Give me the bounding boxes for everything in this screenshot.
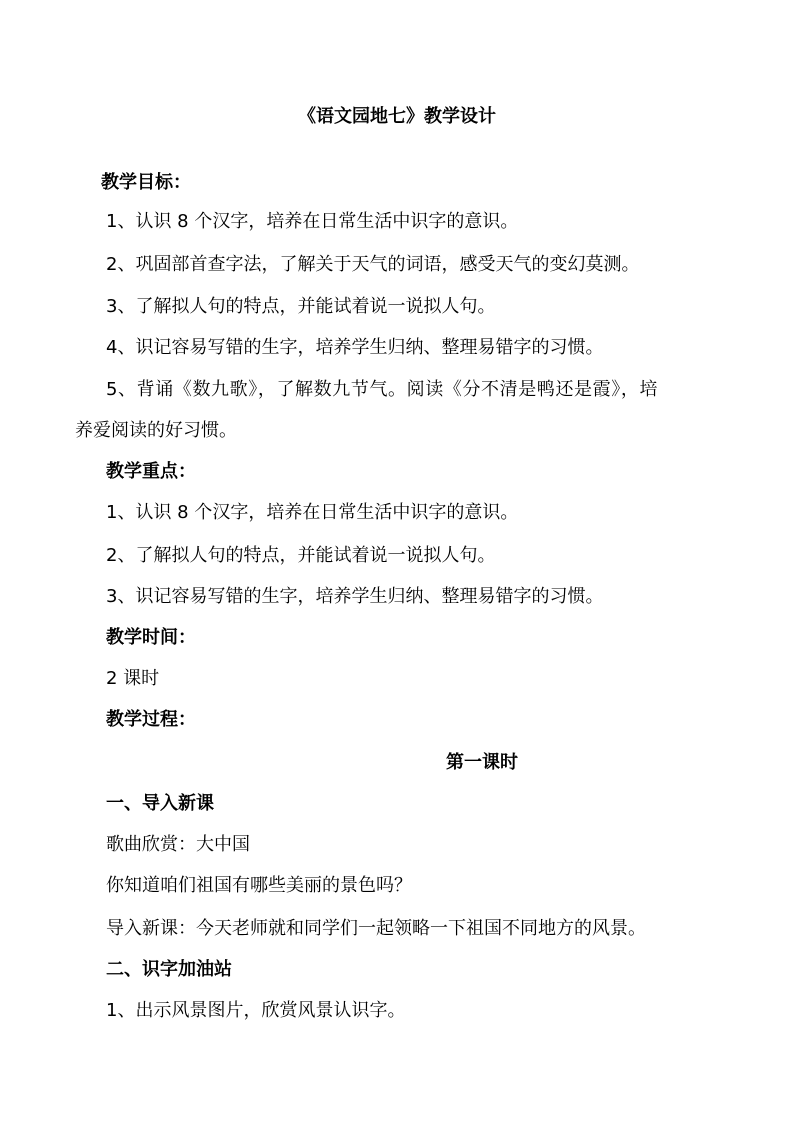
document-title: 《语文园地七》教学设计 — [298, 106, 496, 127]
goal-item-4: 4、识记容易写错的生字，培养学生归纳、整理易错字的习惯。 — [106, 337, 604, 358]
time-heading: 教学时间： — [106, 627, 196, 648]
section1-line-3: 导入新课：今天老师就和同学们一起领略一下祖国不同地方的风景。 — [106, 918, 646, 939]
goal-item-3: 3、了解拟人句的特点，并能试着说一说拟人句。 — [106, 296, 496, 317]
goal-item-5-continued: 养爱阅读的好习惯。 — [75, 420, 237, 441]
goal-item-2: 2、巩固部首查字法，了解关于天气的词语，感受天气的变幻莫测。 — [106, 254, 640, 275]
goal-item-1: 1、认识 8 个汉字，培养在日常生活中识字的意识。 — [106, 211, 519, 232]
goals-heading: 教学目标： — [101, 172, 191, 193]
key-point-item-2: 2、了解拟人句的特点，并能试着说一说拟人句。 — [106, 545, 496, 566]
lesson-title: 第一课时 — [446, 752, 518, 773]
section2-line-1: 1、出示风景图片，欣赏风景认识字。 — [106, 1000, 406, 1021]
section1-line-2: 你知道咱们祖国有哪些美丽的景色吗？ — [106, 875, 412, 896]
time-value: 2 课时 — [106, 668, 160, 689]
goal-item-5: 5、背诵《数九歌》，了解数九节气。阅读《分不清是鸭还是霞》，培 — [106, 379, 659, 400]
key-point-item-3: 3、识记容易写错的生字，培养学生归纳、整理易错字的习惯。 — [106, 586, 604, 607]
key-points-heading: 教学重点： — [106, 461, 196, 482]
section1-heading: 一、导入新课 — [106, 793, 214, 814]
section2-heading: 二、识字加油站 — [106, 959, 232, 980]
section1-line-1: 歌曲欣赏：大中国 — [106, 834, 250, 855]
key-point-item-1: 1、认识 8 个汉字，培养在日常生活中识字的意识。 — [106, 502, 519, 523]
process-heading: 教学过程： — [106, 709, 196, 730]
